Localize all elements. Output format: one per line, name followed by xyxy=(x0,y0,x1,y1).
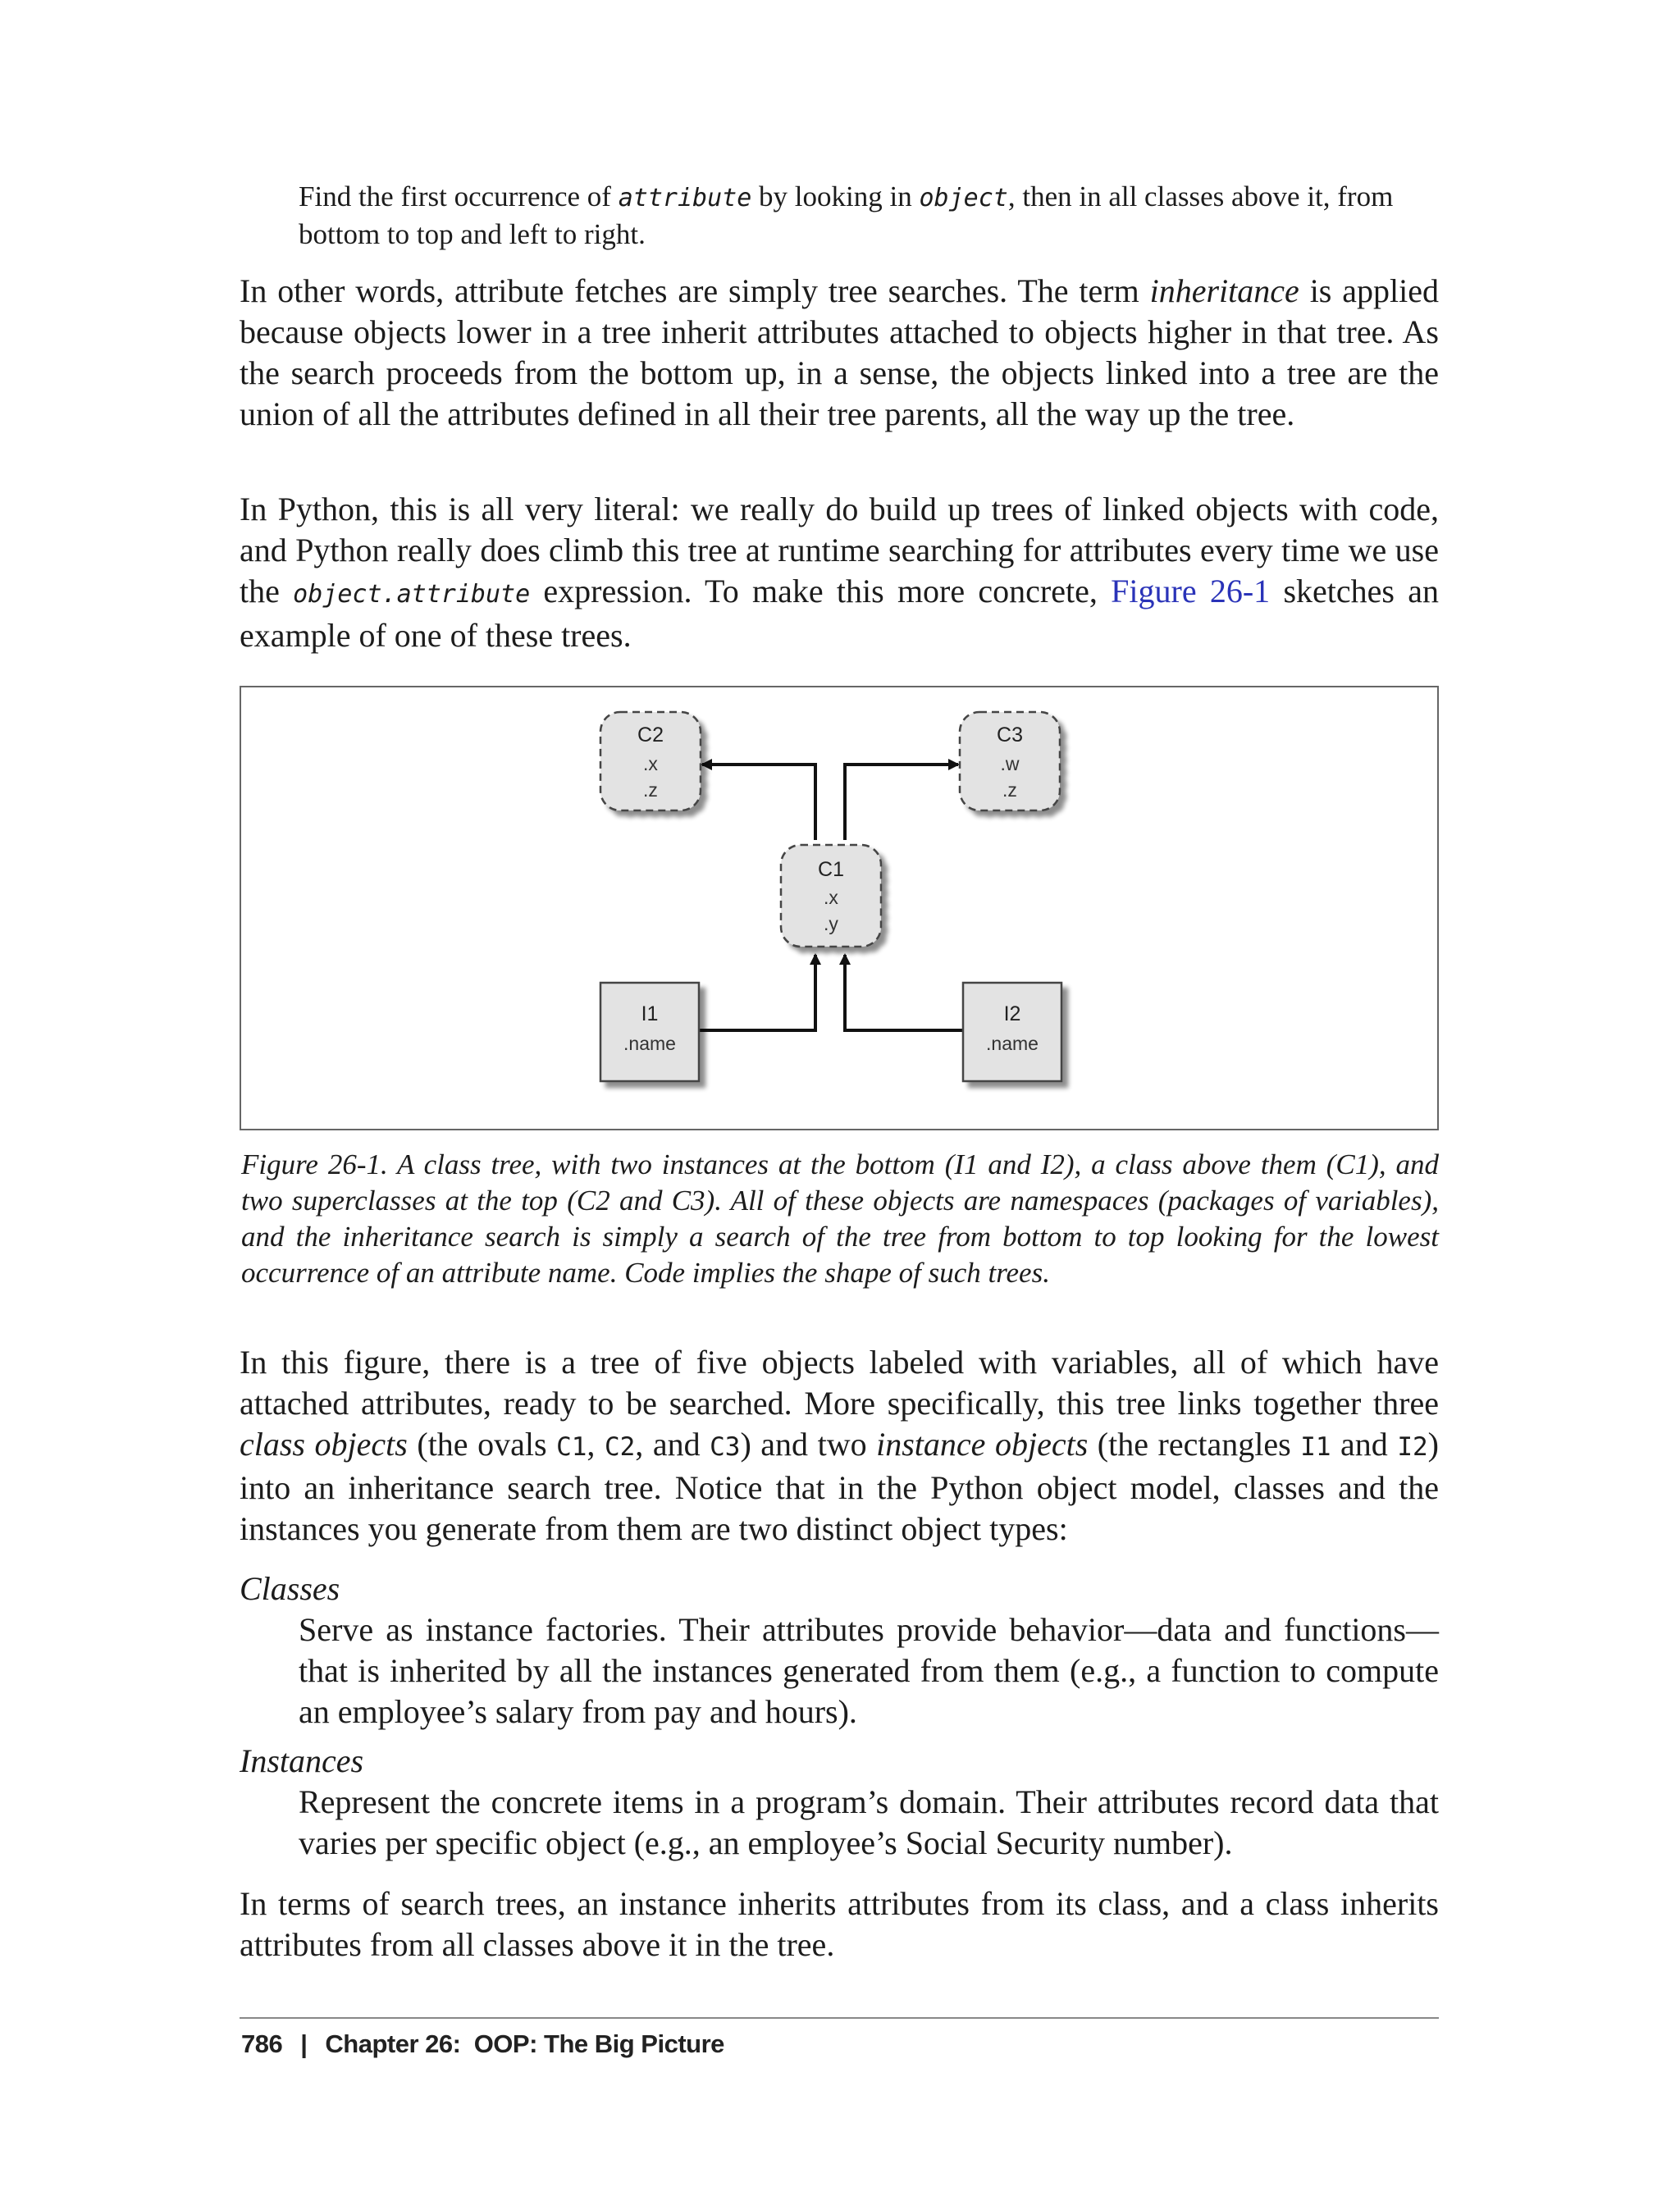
c1-attr-x: .x xyxy=(824,887,838,908)
paragraph-1: In other words, attribute fetches are simply tree searches. The term inheritance is applied because objects lower in a tree inherit attributes attached to objects higher in that tree. As the search proceeds from the bottom up, in a sense, the objects linked into a tree are the union of all the attributes defined in all their tree parents, all the way up the tree. xyxy=(240,272,1440,432)
c1-name: C1 xyxy=(818,858,844,881)
c2-name: C2 xyxy=(637,724,664,746)
instance-node-i2 xyxy=(963,983,1061,1081)
paragraph-4: In terms of search trees, an instance inherits attributes from its class, and a class inherits attributes from all classes above it in the tree. xyxy=(240,1885,1439,1963)
figure-caption: Figure 26-1. A class tree, with two instances at the bottom (I1 and I2), a class above them (C1), and two superclasses at the top (C2 and C3). All of these objects are namespaces (packages of variables), and the inheritance search is simply a search of the tree from bottom to top looking for the lowest occurrence of an attribute name. Code implies the shape of such trees. xyxy=(241,1148,1439,1289)
term-inheritance: inheritance xyxy=(1149,272,1299,309)
term-class-objects: class objects xyxy=(240,1426,408,1463)
paragraph-3: In this figure, there is a tree of five objects labeled with variables, all of which have attached attributes, ready to be searched. More specifically, this tree links together three class objects (the ovals C1, C2, and C3) and two instance objects (the rectangles I1 and I2) into an inheritance search tree. Notice that in the Python object model, classes and the instances you generate from them are two distinct object types: xyxy=(240,1344,1439,1547)
term-instance-objects: instance objects xyxy=(876,1426,1089,1463)
intro-indented-text: Find the first occurrence of attribute by looking in object, then in all classes above it, from bottom to top and left to right. xyxy=(299,180,1394,250)
i2-attr-name: .name xyxy=(986,1033,1039,1054)
link-i1-to-c1 xyxy=(699,955,815,1030)
code-c3: C3 xyxy=(710,1432,741,1462)
code-object: object xyxy=(919,184,1008,212)
i1-attr-name: .name xyxy=(623,1033,676,1054)
page-number: 786 xyxy=(241,2029,283,2058)
c3-attr-w: .w xyxy=(1000,753,1020,774)
paragraph-2: In Python, this is all very literal: we really do build up trees of linked objects with code, and Python really does climb this tree at runtime searching for attributes every time we use the object.attribute expression. To make this more concrete, Figure 26-1 sketches an example of one of these trees. xyxy=(240,491,1440,654)
def-term-instances: Instances xyxy=(240,1742,364,1779)
link-c1-to-c2 xyxy=(702,765,815,840)
def-term-classes: Classes xyxy=(240,1570,340,1607)
c3-attr-z: .z xyxy=(1002,779,1017,801)
link-c1-to-c3 xyxy=(845,765,958,840)
page-footer xyxy=(241,2029,724,2059)
code-c1: C1 xyxy=(556,1432,587,1462)
footer-separator: | xyxy=(300,2029,308,2058)
figure-26-1-link[interactable]: Figure 26-1 xyxy=(1111,573,1271,609)
footer-rule xyxy=(240,2017,1439,2019)
c1-attr-y: .y xyxy=(824,913,838,934)
link-i2-to-c1 xyxy=(845,955,963,1030)
instance-node-i1 xyxy=(600,983,699,1081)
c2-attr-z: .z xyxy=(643,779,658,801)
chapter-title: Chapter 26: OOP: The Big Picture xyxy=(325,2029,724,2058)
figure-class-tree xyxy=(240,686,1439,1130)
def-desc-instances: Represent the concrete items in a program’s domain. Their attributes record data that varies per specific object (e.g., an employee’s Social Security number). xyxy=(299,1783,1439,1861)
code-i1: I1 xyxy=(1300,1432,1331,1462)
class-tree-diagram xyxy=(241,687,1437,1129)
code-object-attribute: object.attribute xyxy=(293,580,531,609)
c2-attr-x: .x xyxy=(643,753,658,774)
i1-name: I1 xyxy=(641,1002,659,1025)
def-desc-classes: Serve as instance factories. Their attributes provide behavior—data and functions—that is inherited by all the instances generated from them (e.g., a function to compute an employee’s salary from pay and hours). xyxy=(299,1611,1439,1730)
code-i2: I2 xyxy=(1397,1432,1428,1462)
code-attribute: attribute xyxy=(618,184,752,212)
c3-name: C3 xyxy=(997,724,1023,746)
code-c2: C2 xyxy=(604,1432,636,1462)
i2-name: I2 xyxy=(1003,1002,1021,1025)
